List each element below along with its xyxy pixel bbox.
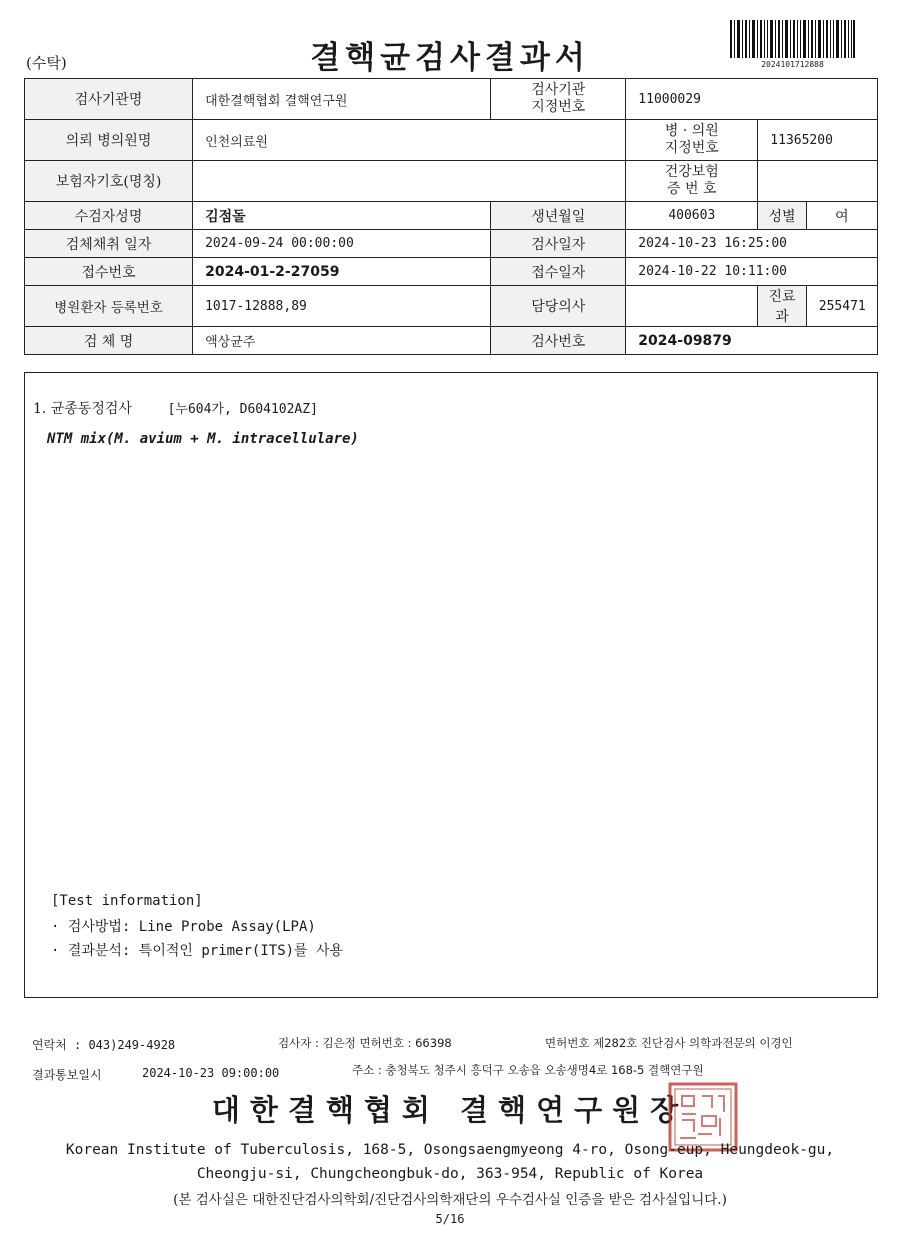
result-item-code: [누604가, D604102AZ] xyxy=(167,402,318,417)
lab-code-value: 11000029 xyxy=(626,79,878,120)
lab-row xyxy=(25,79,878,120)
receipt-date-label: 접수일자 xyxy=(491,258,626,286)
lab-code-label: 검사기관 지정번호 xyxy=(491,79,626,120)
collection-date-value: 2024-09-24 00:00:00 xyxy=(193,230,491,258)
document-title: 결핵균검사결과서 xyxy=(310,40,590,76)
organization-name: 대한결핵협회 결핵연구원장 xyxy=(211,1093,689,1127)
certification-note: (본 검사실은 대한진단검사의학회/진단검사의학재단의 우수검사실 인증을 받은 검사실입니다.) xyxy=(173,1192,727,1208)
tester-info: 검사자 : 김은정 면허번호 : 66398 xyxy=(278,1036,452,1050)
hospital-row xyxy=(25,120,878,161)
address-korean: 주소 : 충청북도 청주시 흥덕구 오송읍 오송생명4로 168-5 결핵연구원 xyxy=(352,1063,704,1077)
birth-value: 400603 xyxy=(626,202,758,230)
insurer-value xyxy=(193,161,626,202)
notify-date-value: 2024-10-23 09:00:00 xyxy=(142,1066,280,1080)
patient-registration-value: 1017-12888,89 xyxy=(193,286,491,327)
doctor-label: 담당의사 xyxy=(491,286,626,327)
notify-date-label: 결과통보일시 xyxy=(32,1068,102,1082)
page-number: 5/16 xyxy=(435,1212,465,1226)
patient-registration-label: 병원환자 등록번호 xyxy=(25,286,193,327)
health-insurance-value xyxy=(758,161,878,202)
address-english-line2: Cheongju-si, Chungcheongbuk-do, 363-954, Republic of Korea xyxy=(196,1166,704,1182)
result-section xyxy=(24,372,878,998)
address-english-line1: Korean Institute of Tuberculosis, 168-5, Osongsaengmyeong 4-ro, Osong-eup, Heungdeok-gu, xyxy=(65,1142,835,1158)
doctor-value xyxy=(626,286,758,327)
test-info-heading: [Test information] xyxy=(51,893,203,909)
insurer-label: 보험자기호(명칭) xyxy=(25,161,193,202)
barcode-number: 2024101712888 xyxy=(761,60,824,69)
specialist-info: 면허번호 제282호 진단검사 의학과전문의 이경인 xyxy=(545,1036,793,1050)
test-date-label: 검사일자 xyxy=(491,230,626,258)
health-insurance-label: 건강보험 증 번 호 xyxy=(626,161,758,202)
collection-row xyxy=(25,230,878,258)
receipt-row xyxy=(25,258,878,286)
patient-registration-row xyxy=(25,286,878,327)
hospital-value: 인천의료원 xyxy=(193,120,626,161)
hospital-code-label: 병 · 의원 지정번호 xyxy=(626,120,758,161)
patient-name-label: 수검자성명 xyxy=(25,202,193,230)
result-item-title: 1. 균종동정검사 [누604가, D604102AZ] xyxy=(33,401,318,417)
receipt-number-label: 접수번호 xyxy=(25,258,193,286)
birth-label: 생년월일 xyxy=(491,202,626,230)
hospital-code-value: 11365200 xyxy=(758,120,878,161)
specimen-value: 액상균주 xyxy=(193,327,491,355)
contact-info: 연락처 : 043)249-4928 xyxy=(32,1038,176,1052)
hospital-label: 의뢰 병의원명 xyxy=(25,120,193,161)
insurer-row xyxy=(25,161,878,202)
lab-value: 대한결핵협회 결핵연구원 xyxy=(193,79,491,120)
received-note: (수탁) xyxy=(26,54,67,72)
patient-name-value: 김점돌 xyxy=(193,202,491,230)
department-value: 255471 xyxy=(806,286,877,327)
test-date-value: 2024-10-23 16:25:00 xyxy=(626,230,878,258)
specimen-label: 검 체 명 xyxy=(25,327,193,355)
collection-date-label: 검체채취 일자 xyxy=(25,230,193,258)
specimen-row xyxy=(25,327,878,355)
receipt-date-value: 2024-10-22 10:11:00 xyxy=(626,258,878,286)
lab-label: 검사기관명 xyxy=(25,79,193,120)
test-info-analysis: · 결과분석: 특이적인 primer(ITS)를 사용 xyxy=(51,943,344,959)
patient-row xyxy=(25,202,878,230)
receipt-number-value: 2024-01-2-27059 xyxy=(193,258,491,286)
test-info-method: · 검사방법: Line Probe Assay(LPA) xyxy=(51,919,316,935)
department-label: 진료과 xyxy=(758,286,806,327)
test-number-label: 검사번호 xyxy=(491,327,626,355)
sex-label: 성별 xyxy=(758,202,806,230)
patient-info-table xyxy=(24,78,878,355)
sex-value: 여 xyxy=(806,202,877,230)
barcode xyxy=(730,20,855,58)
test-number-value: 2024-09879 xyxy=(626,327,878,355)
result-finding: NTM mix(M. avium + M. intracellulare) xyxy=(47,431,359,447)
